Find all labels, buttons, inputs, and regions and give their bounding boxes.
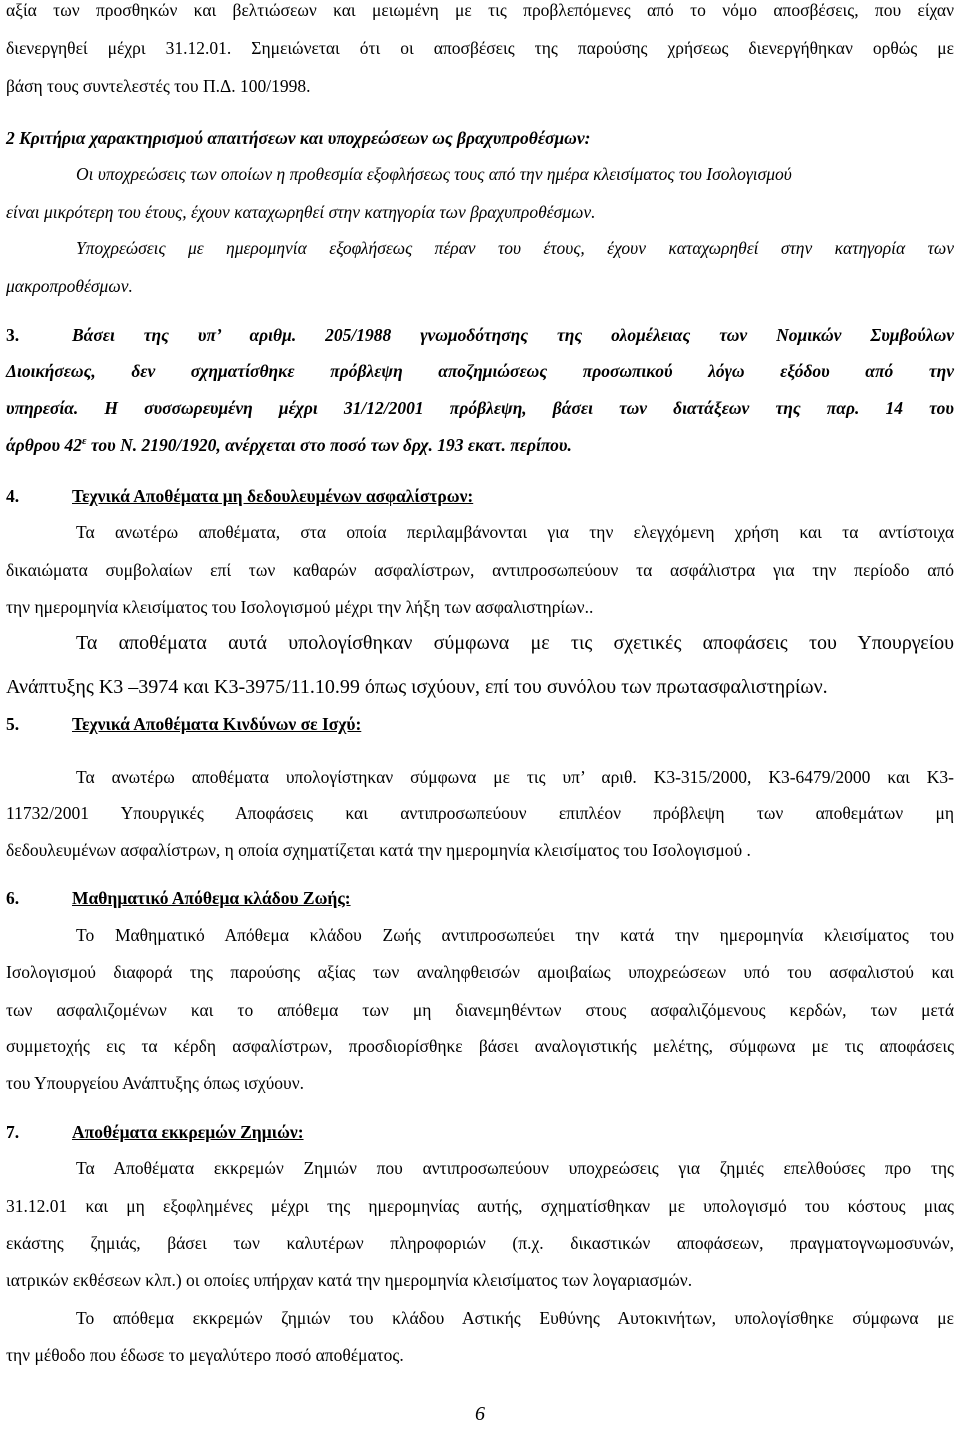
section-6-line-3: των ασφαλιζομένων και το απόθεμα των μη διανεμηθέντων στους ασφαλιζόμενους κερδών, των μετά — [6, 1000, 954, 1020]
section-4-line-3: την ημερομηνία κλεισίματος του Ισολογισμού μέχρι την λήξη των ασφαλιστηρίων.. — [6, 597, 594, 617]
section-7-heading — [6, 1122, 954, 1142]
section-3-line-1 — [6, 325, 954, 345]
section-7-line-4: ιατρικών εκθέσεων κλπ.) οι οποίες υπήρχαν κατά την ημερομηνία κλεισίματος των λογαριασμών. — [6, 1270, 693, 1290]
section-2-line-2: είναι μικρότερη του έτους, έχουν καταχωρηθεί στην κατηγορία των βραχυπροθέσμων. — [6, 202, 596, 222]
intro-line-1: αξία των προσθηκών και βελτιώσεων και μειωμένη με τις προβλεπόμενες από το νόμο αποσβέσεις, που είχαν — [6, 0, 954, 20]
section-6-heading — [6, 888, 954, 908]
section-7-line-5: Το απόθεμα εκκρεμών ζημιών του κλάδου Αστικής Ευθύνης Αυτοκινήτων, υπολογίσθηκε σύμφωνα με — [76, 1308, 954, 1328]
section-3-text-4b: του Ν. 2190/1920, ανέρχεται στο ποσό των δρχ. 193 εκατ. περίπου. — [86, 435, 572, 455]
section-3-text-4a: άρθρου 42 — [6, 435, 82, 455]
section-3-superscript: ε — [82, 435, 87, 448]
section-4-line-1: Τα ανωτέρω αποθέματα, στα οποία περιλαμβάνονται για την ελεγχόμενη χρήση και τα αντίστοιχα — [76, 522, 954, 542]
section-4-line-5: Ανάπτυξης Κ3 –3974 και Κ3-3975/11.10.99 όπως ισχύουν, επί του συνόλου των πρωτασφαλιστηρίων. — [6, 676, 828, 698]
section-5-line-3: δεδουλευμένων ασφαλίστρων, η οποία σχηματίζεται κατά την ημερομηνία κλεισίματος του Ισολογισμού . — [6, 840, 751, 860]
intro-line-2: διενεργηθεί μέχρι 31.12.01. Σημειώνεται ότι οι αποσβέσεις της παρούσης χρήσεως διενεργήθηκαν ορθώς με — [6, 38, 954, 58]
section-2-line-4: μακροπροθέσμων. — [6, 276, 133, 296]
section-6-line-1: Το Μαθηματικό Απόθεμα κλάδου Ζωής αντιπροσωπεύει την κατά την ημερομηνία κλεισίματος του — [76, 925, 954, 945]
section-6-line-5: του Υπουργείου Ανάπτυξης όπως ισχύουν. — [6, 1073, 305, 1093]
section-7-line-1: Τα Αποθέματα εκκρεμών Ζημιών που αντιπροσωπεύουν υποχρεώσεις για ζημιές επελθούσες προ της — [76, 1158, 954, 1178]
section-3-line-4 — [6, 435, 954, 455]
section-4-heading — [6, 486, 954, 506]
section-6-line-4: συμμετοχής εις τα κέρδη ασφαλίστρων, προσδιορίσθηκε βάσει αναλογιστικής μελέτης, σύμφωνα με τις αποφάσεις — [6, 1036, 954, 1056]
section-5-number: 5. — [6, 714, 20, 734]
section-4-title: Τεχνικά Αποθέματα μη δεδουλευμένων ασφαλίστρων: — [72, 486, 474, 506]
section-6-line-2: Ισολογισμού διαφορά της παρούσης αξίας των αναληφθεισών αμοιβαίως υποχρεώσεων υπό του ασφαλιστού και — [6, 962, 954, 982]
section-5-title: Τεχνικά Αποθέματα Κινδύνων σε Ισχύ: — [72, 714, 362, 734]
section-4-number: 4. — [6, 486, 20, 506]
section-7-line-2: 31.12.01 και μη εξοφλημένες μέχρι της ημερομηνίας αυτής, σχηματίσθηκαν με υπολογισμό του κόστους μιας — [6, 1196, 954, 1216]
intro-line-3: βάση τους συντελεστές του Π.Δ. 100/1998. — [6, 76, 311, 96]
section-2-line-1: Οι υποχρεώσεις των οποίων η προθεσμία εξοφλήσεως τους από την ημέρα κλεισίματος του Ισολογισμού — [76, 164, 792, 184]
section-5-line-2: 11732/2001 Υπουργικές Αποφάσεις και αντιπροσωπεύουν επιπλέον πρόβλεψη των αποθεμάτων μη — [6, 803, 954, 823]
section-2-title: 2 Κριτήρια χαρακτηρισμού απαιτήσεων και υποχρεώσεων ως βραχυπροθέσμων: — [6, 128, 591, 148]
section-3-line-3: υπηρεσία. Η συσσωρευμένη μέχρι 31/12/2001 πρόβλεψη, βάσει των διατάξεων της παρ. 14 του — [6, 398, 954, 418]
page-number: 6 — [475, 1403, 485, 1425]
section-7-line-6: την μέθοδο που έδωσε το μεγαλύτερο ποσό αποθέματος. — [6, 1345, 404, 1365]
section-4-line-4: Τα αποθέματα αυτά υπολογίσθηκαν σύμφωνα με τις σχετικές αποφάσεις του Υπουργείου — [76, 632, 954, 654]
section-3-line-2: Διοικήσεως, δεν σχηματίσθηκε πρόβλεψη αποζημιώσεως προσωπικού λόγω εξόδου από την — [6, 361, 954, 381]
section-6-number: 6. — [6, 888, 20, 908]
section-7-title: Αποθέματα εκκρεμών Ζημιών: — [72, 1122, 304, 1142]
section-7-line-3: εκάστης ζημιάς, βάσει των καλυτέρων πληροφοριών (π.χ. δικαστικών αποφάσεων, πραγματογνωμοσυνών, — [6, 1233, 954, 1253]
section-4-line-2: δικαιώματα συμβολαίων επί των καθαρών ασφαλίστρων, αντιπροσωπεύουν τα ασφάλιστρα για την περίοδο από — [6, 560, 954, 580]
section-6-title: Μαθηματικό Απόθεμα κλάδου Ζωής: — [72, 888, 351, 908]
section-2-line-3: Υποχρεώσεις με ημερομηνία εξοφλήσεως πέραν του έτους, έχουν καταχωρηθεί στην κατηγορία των — [76, 238, 954, 258]
section-7-number: 7. — [6, 1122, 20, 1142]
section-5-line-1: Τα ανωτέρω αποθέματα υπολογίστηκαν σύμφωνα με τις υπ’ αριθ. Κ3-315/2000, Κ3-6479/2000 και Κ3- — [76, 767, 954, 787]
section-3-text-1: Βάσει της υπ’ αριθμ. 205/1988 γνωμοδότησης της ολομέλειας των Νομικών Συμβούλων — [72, 325, 954, 345]
section-3-number: 3. — [6, 325, 20, 345]
section-5-heading — [6, 714, 954, 734]
